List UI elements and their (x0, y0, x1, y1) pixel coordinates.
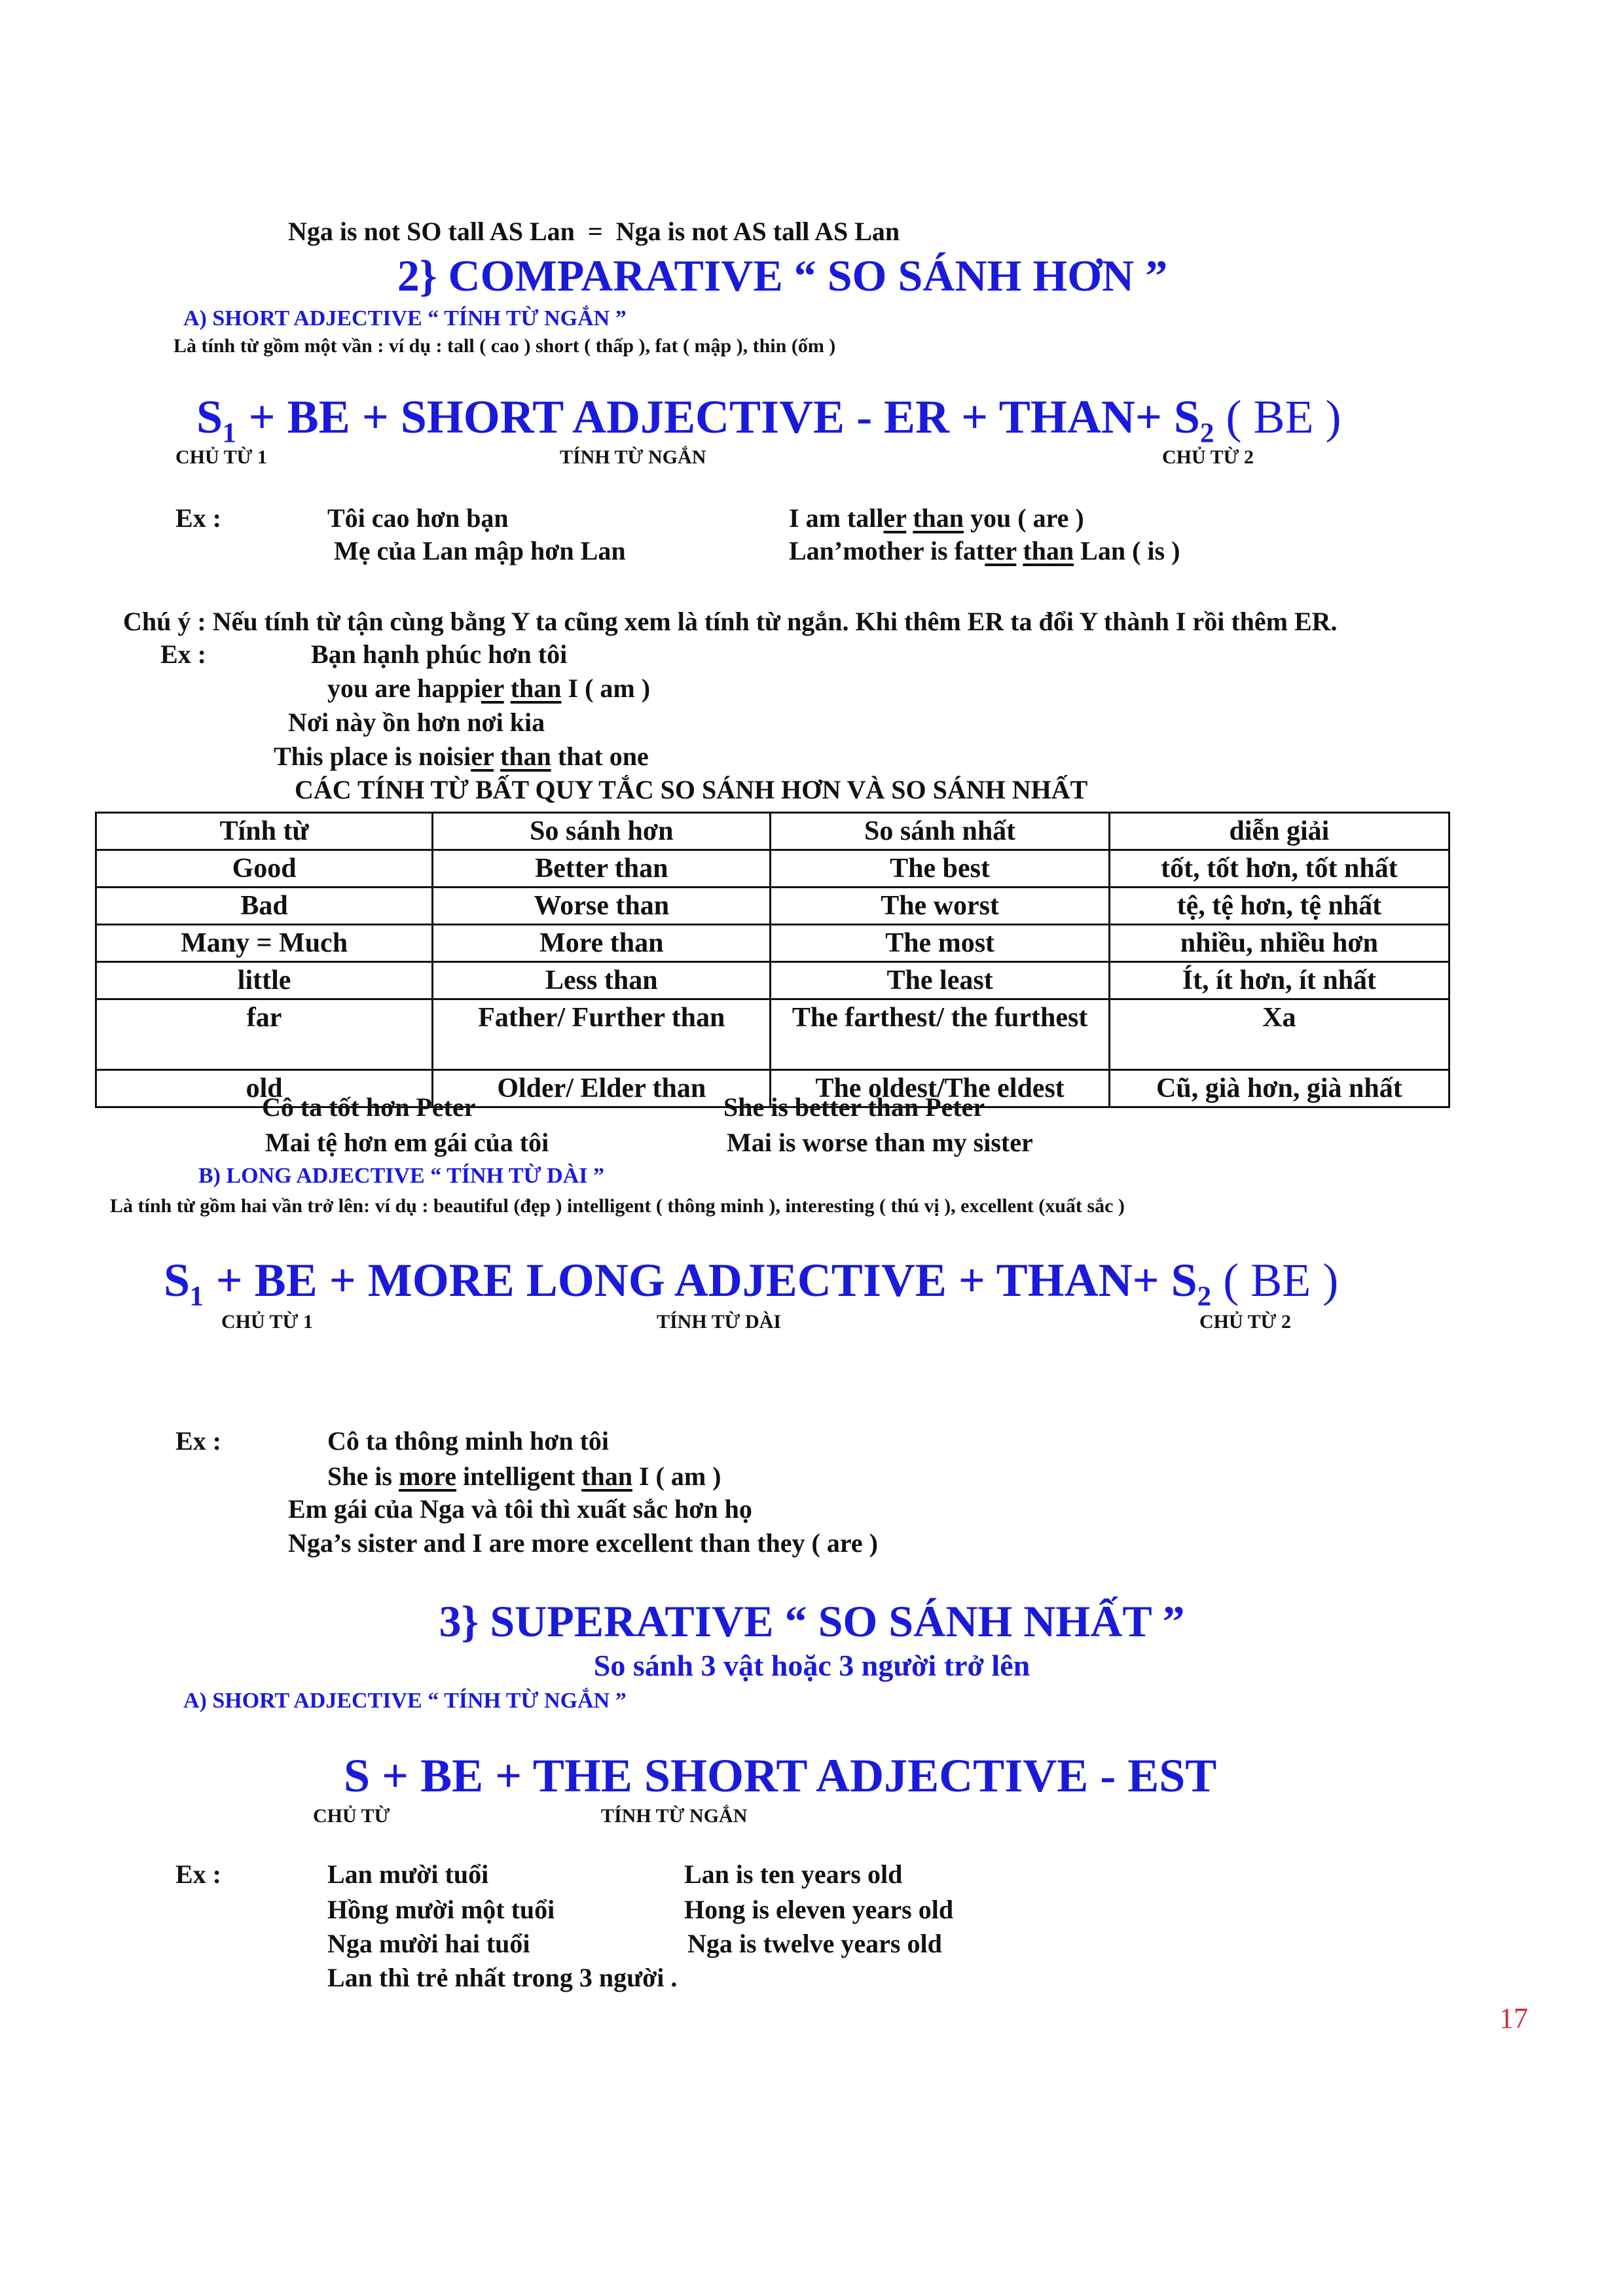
table-cell: The worst (771, 888, 1109, 925)
table-cell: The most (771, 925, 1109, 962)
formula-body: + BE + SHORT ADJECTIVE - ER + THAN+ (248, 391, 1162, 443)
intro-b: Nga is not AS tall AS Lan (615, 217, 900, 246)
formula-s1: S₁ (164, 1254, 204, 1306)
note-example-en-2: This place is noisier than that one (274, 742, 649, 771)
table-cell: The oldest/The eldest (771, 1070, 1109, 1107)
comparative-long-formula (164, 1253, 1338, 1308)
long-example-vi-2: Em gái của Nga và tôi thì xuất sắc hơn họ (288, 1494, 752, 1524)
formula-label-short-adjective: TÍNH TỪ NGẮN (560, 446, 706, 468)
superlative-formula: S + BE + THE SHORT ADJECTIVE - EST (344, 1749, 1217, 1802)
table-cell: tệ, tệ hơn, tệ nhất (1109, 888, 1449, 925)
table-row (96, 888, 1450, 925)
table-header: So sánh hơn (433, 813, 771, 850)
table-cell: The farthest/ the furthest (771, 999, 1109, 1070)
long-example-en-2: Nga’s sister and I are more excellent than they ( are ) (288, 1528, 878, 1558)
table-cell: nhiều, nhiều hơn (1109, 925, 1449, 962)
table-row (96, 962, 1450, 999)
comparative-title: 2} COMPARATIVE “ SO SÁNH HƠN ” (397, 251, 1168, 300)
note-example-en-1: you are happier than I ( am ) (327, 673, 651, 703)
comparative-short-formula (196, 390, 1341, 444)
superlative-conclusion: Lan thì trẻ nhất trong 3 người . (327, 1963, 678, 1992)
irregular-example-vi-1: Cô ta tốt hơn Peter (262, 1092, 476, 1122)
table-cell: The least (771, 962, 1109, 999)
table-cell: Father/ Further than (433, 999, 771, 1070)
table-cell: More than (433, 925, 771, 962)
table-cell: Better than (433, 850, 771, 888)
ex-label: Ex : (175, 1859, 221, 1889)
formula-label-subject-1: CHỦ TỪ 1 (221, 1311, 314, 1333)
table-cell: Bad (96, 888, 433, 925)
note-ex-label: Ex : (160, 639, 206, 669)
page-number: 17 (1499, 2002, 1528, 2034)
intro-line (288, 216, 900, 247)
short-adjective-definition: Là tính từ gồm một vần : ví dụ : tall ( cao ) short ( thấp ), fat ( mập ), thin (ốm ) (173, 335, 836, 357)
table-cell: Cũ, già hơn, già nhất (1109, 1070, 1449, 1107)
intro-a: Nga is not SO tall AS Lan (288, 217, 575, 246)
example-en-1: I am taller than you ( are ) (789, 503, 1084, 533)
superlative-example-vi-2: Hồng mười một tuổi (327, 1895, 555, 1924)
example-vi-2: Mẹ của Lan mập hơn Lan (334, 536, 626, 565)
superlative-short-heading: A) SHORT ADJECTIVE “ TÍNH TỪ NGẮN ” (183, 1689, 627, 1713)
formula-tail: ( BE ) (1226, 391, 1341, 443)
table-cell: Good (96, 850, 433, 888)
formula-tail: ( BE ) (1223, 1254, 1339, 1306)
table-row (96, 850, 1450, 888)
ex-label: Ex : (175, 503, 221, 533)
irregular-example-vi-2: Mai tệ hơn em gái của tôi (265, 1128, 549, 1157)
superlative-subtitle: So sánh 3 vật hoặc 3 người trở lên (593, 1649, 1030, 1682)
superlative-example-en-2: Hong is eleven years old (684, 1895, 954, 1924)
formula-s2: S₂ (1171, 1254, 1212, 1306)
formula-s1: S₁ (196, 391, 237, 443)
superlative-example-vi-3: Nga mười hai tuổi (327, 1929, 530, 1958)
table-cell: tốt, tốt hơn, tốt nhất (1109, 850, 1449, 888)
superlative-title: 3} SUPERATIVE “ SO SÁNH NHẤT ” (439, 1596, 1185, 1646)
table-cell: The best (771, 850, 1109, 888)
table-cell: Older/ Elder than (433, 1070, 771, 1107)
table-cell: Worse than (433, 888, 771, 925)
table-cell: old (96, 1070, 433, 1107)
example-en-2: Lan’mother is fatter than Lan ( is ) (789, 536, 1180, 565)
table-header: So sánh nhất (771, 813, 1109, 850)
table-header-row (96, 813, 1450, 850)
table-header: Tính từ (96, 813, 433, 850)
long-example-vi-1: Cô ta thông minh hơn tôi (327, 1426, 610, 1456)
table-cell: Xa (1109, 999, 1449, 1070)
formula-s2: S₂ (1173, 391, 1214, 443)
formula-label-short-adjective: TÍNH TỪ NGẮN (601, 1805, 748, 1827)
table-cell: little (96, 962, 433, 999)
formula-body: + BE + MORE LONG ADJECTIVE + THAN+ (215, 1254, 1159, 1306)
superlative-example-vi-1: Lan mười tuổi (327, 1859, 489, 1889)
formula-label-long-adjective: TÍNH TỪ DÀI (657, 1311, 782, 1333)
note-example-vi-1: Bạn hạnh phúc hơn tôi (311, 639, 568, 669)
note-y-rule: Chú ý : Nếu tính từ tận cùng bằng Y ta cũng xem là tính từ ngắn. Khi thêm ER ta đổi Y thành I rồi thêm ER. (123, 607, 1338, 636)
irregular-table-title: CÁC TÍNH TỪ BẤT QUY TẮC SO SÁNH HƠN VÀ SO SÁNH NHẤT (295, 775, 1088, 804)
irregular-example-en-1: She is better than Peter (723, 1092, 985, 1122)
example-vi-1: Tôi cao hơn bạn (327, 503, 509, 533)
superlative-example-en-3: Nga is twelve years old (687, 1929, 942, 1958)
irregular-adjectives-table (95, 812, 1450, 1108)
table-header: diễn giải (1109, 813, 1449, 850)
long-example-en-1: She is more intelligent than I ( am ) (327, 1462, 721, 1491)
ex-label: Ex : (175, 1426, 221, 1456)
table-cell: Less than (433, 962, 771, 999)
note-example-vi-2: Nơi này ồn hơn nơi kia (288, 708, 545, 737)
formula-label-subject-2: CHỦ TỪ 2 (1199, 1311, 1292, 1333)
short-adjective-heading: A) SHORT ADJECTIVE “ TÍNH TỪ NGẮN ” (183, 306, 627, 331)
long-adjective-definition: Là tính từ gồm hai vần trở lên: ví dụ : beautiful (đẹp ) intelligent ( thông minh ), interesting ( thú vị ), excellent (xuất sắc ) (110, 1195, 1125, 1217)
formula-label-subject-2: CHỦ TỪ 2 (1162, 446, 1254, 468)
table-cell: far (96, 999, 433, 1070)
intro-eq: = (587, 217, 603, 246)
table-row (96, 999, 1450, 1070)
table-cell: Many = Much (96, 925, 433, 962)
table-cell: Ít, ít hơn, ít nhất (1109, 962, 1449, 999)
irregular-example-en-2: Mai is worse than my sister (727, 1128, 1033, 1157)
formula-label-subject-1: CHỦ TỪ 1 (175, 446, 268, 468)
formula-label-subject: CHỦ TỪ (313, 1805, 390, 1827)
table-row (96, 925, 1450, 962)
superlative-example-en-1: Lan is ten years old (684, 1859, 903, 1889)
long-adjective-heading: B) LONG ADJECTIVE “ TÍNH TỪ DÀI ” (198, 1164, 604, 1188)
